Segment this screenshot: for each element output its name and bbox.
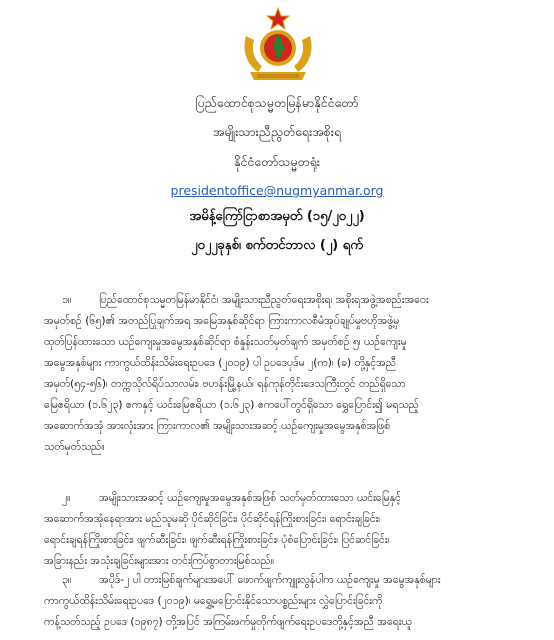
office-name: နိုင်ငံတော်သမ္မတရုံး: [233, 154, 321, 169]
paragraph-line: အမှတ်စဉ် (၆၅)၏ အတည်ပြုချက်အရ အမြေအနှစ်ဆိုင်ရာ ကြားကာလစီမံအုပ်ချုပ်မှုဗဟိုအဖွဲ့မှ: [44, 315, 400, 327]
paragraph-line: အဆောက်အအုံ အားလုံးအား ကြားကာလ၏ အမျိုးသားအဆင့် ယဉ်ကျေးမှုအမွေအနှစ်အဖြစ်: [44, 420, 391, 432]
paragraph-line: ကန့်သတ်သည့် ဥပဒေ (၁၉၈၇) တို့အပြင် အကြမ်းဖက်မှုတိုက်ဖျက်ရေးဥပဒေတို့နှင့်အညီ အရေးယူ: [44, 616, 412, 628]
email-link[interactable]: presidentoffice@nugmyanmar.org: [170, 183, 384, 198]
paragraph-line: အမွေအနှစ်များ ကာကွယ်ထိန်းသိမ်းရေးဥပဒေ (၂၀၁၉) ပါ ဥပဒေပုဒ်မ ၂(က)၊ (ခ) တို့နှင့်အညီ: [44, 357, 397, 369]
paragraph-line: မြေဧရိယာ (၁.၆၂၃) ဧကနှင့် ယင်းမြေဧရိယာ (၁.၆၂၃) ဧကပေါ်တွင်ရှိသော ရွှေပြောင်း၍ မရသည့်: [44, 399, 419, 411]
paragraph-line: ပြည်ထောင်စုသမ္မတမြန်မာနိုင်ငံ၊ အမျိုးသားညီညွတ်ရေးအစိုးရ၊ အစိုးရအဖွဲ့အစည်းအဝေး: [99, 294, 429, 306]
paragraph-line: အဆောက်အအုံနေရာအား မည်သူမဆို ပိုင်ဆိုင်ခြင်း၊ ပိုင်ဆိုင်ရန်ကြိုးစားခြင်း၊ ရောင်းချခြင်း၊: [44, 513, 381, 525]
state-seal-graphic: [240, 6, 316, 86]
state-seal-icon: [240, 6, 316, 86]
paragraph-number: ၃။: [62, 574, 72, 586]
country-name: ပြည်ထောင်စုသမ္မတမြန်မာနိုင်ငံတော်: [195, 95, 359, 110]
paragraph-2: [44, 488, 522, 572]
government-name: အမျိုးသားညီညွတ်ရေးအစိုးရ: [212, 124, 342, 139]
paragraph-line: သတ်မှတ်သည်။: [44, 441, 105, 453]
announcement-title: အမိန့်ကြော်ငြာစာအမှတ် (၁၅/၂၀၂၂): [189, 209, 365, 224]
paragraph-3: [44, 570, 522, 633]
paragraph-line: အခြားနည်း အသုံးချခြင်းများအား တင်းကြပ်စွာတားမြစ်သည်။: [44, 555, 275, 567]
paragraph-line: အမျိုးသားအဆင့် ယဉ်ကျေးမှုအမွေအနှစ်အဖြစ် သတ်မှတ်ထားသော ယင်းမြေနှင့်: [99, 492, 401, 504]
paragraph-1: [44, 290, 522, 458]
announcement-date: ၂၀၂၂ခုနှစ်၊ စက်တင်ဘာလ (၂) ရက်: [191, 238, 363, 253]
paragraph-line: ထုတ်ပြန်ထားသော ယဉ်ကျေးမှုအမွေအနှစ်ဆိုင်ရာ စံနှုန်းသတ်မှတ်ချက် အမှတ်စဉ် ၅၊ ယဉ်ကျေးမှု: [44, 336, 407, 348]
paragraph-number: ၂။: [62, 492, 71, 504]
paragraph-line: ကာကွယ်ထိန်းသိမ်းရေးဥပဒေ (၂၀၁၉)၊ မရွှေ့မပြောင်းနိုင်သောပစ္စည်းများ လွှဲပြောင်းခြင်းကို: [44, 595, 383, 607]
paragraph-number: ၁။: [62, 294, 72, 306]
paragraph-line: အပိုဒ်-၂ ပါ တားမြစ်ချက်များအပေါ် ဖောက်ဖျက်ကျူးလွန်ပါက ယဉ်ကျေးမှု အမွေအနှစ်များ: [99, 574, 441, 586]
paragraph-line: ရောင်းချရန်ကြိုးစားခြင်း၊ ဖျက်ဆီးခြင်း၊ ဖျက်ဆီးရန်ကြိုးစားခြင်း၊ ပုံစံပြောင်းခြင်း၊ ပြင်ဆင်ခြင်း၊: [44, 534, 390, 546]
paragraph-line: အမှတ်(၅၄-၅၆)၊ တက္ကသိုလ်ရိပ်သာလမ်း၊ ဗဟန်းမြို့နယ်၊ ရန်ကုန်တိုင်းဒေသကြီးတွင် တည်ရှိသော: [44, 378, 406, 390]
